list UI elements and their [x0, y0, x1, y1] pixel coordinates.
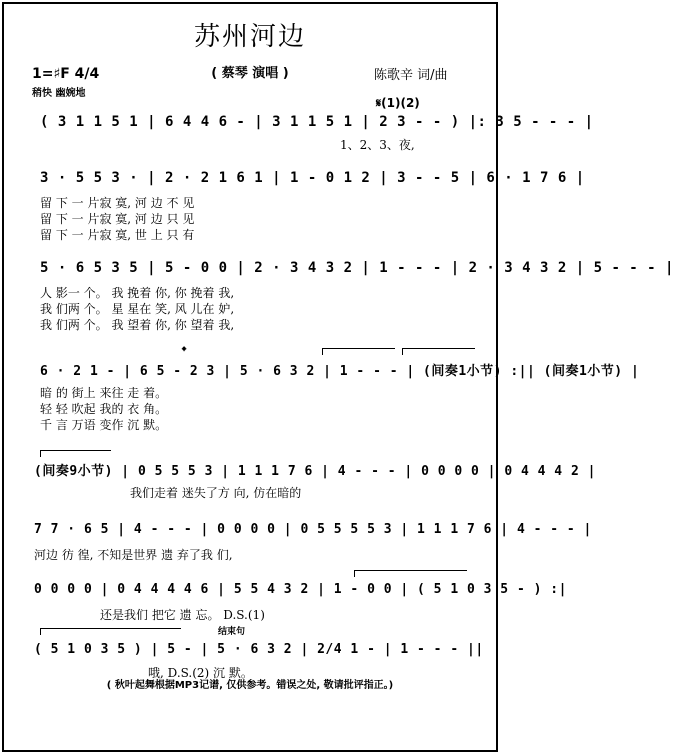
- system-6-notes: 7 7 · 6 5 | 4 - - - | 0 0 0 0 | 0 5 5 5 5 3 | 1 1 1 7 6 | 4 - - - |: [34, 522, 592, 537]
- transcriber-note: ( 秋叶起舞根据MP3记谱, 仅供参考。错误之处, 敬请批评指正。): [106, 680, 394, 691]
- ending-label: 结束句: [218, 627, 246, 637]
- song-title: 苏州河边: [193, 22, 306, 52]
- ending-2-bracket: [40, 628, 181, 635]
- system-5-lyrics: 我们走着 迷失了方 向, 仿在暗的: [130, 486, 302, 500]
- system-8-lyrics: 哦, D.S.(2) 沉 默。: [148, 666, 253, 680]
- performer: ( 蔡琴 演唱 ): [211, 66, 289, 81]
- composer-credit: 陈歌辛 词/曲: [374, 68, 448, 83]
- system-4-lyrics-1: 暗 的 街上 来往 走 着。: [40, 386, 168, 400]
- system-3-lyrics-2: 我 们两 个。 星 星在 笑, 风 儿在 妒,: [40, 302, 235, 316]
- system-2-lyrics-3: 留 下 一 片寂 寞, 世 上 只 有: [40, 228, 195, 242]
- system-3-lyrics-1: 人 影一 个。 我 挽着 你, 你 挽着 我,: [40, 286, 235, 300]
- system-7-lyrics: 还是我们 把它 遗 忘。 D.S.(1): [100, 608, 265, 622]
- tempo-marking: 稍快 幽婉地: [32, 88, 86, 99]
- coda-mark: 𝄌: [182, 344, 187, 358]
- system-6-lyrics: 河边 彷 徨, 不知是世界 遗 弃了我 们,: [34, 548, 233, 562]
- interlude-bracket: [40, 450, 111, 457]
- system-4-lyrics-3: 千 言 万语 变作 沉 默。: [40, 418, 168, 432]
- system-2-lyrics-1: 留 下 一 片寂 寞, 河 边 不 见: [40, 196, 195, 210]
- system-8-notes: ( 5 1 0 3 5 ) | 5 - | 5 · 6 3 2 | 2/4 1 - | 1 - - - ||: [34, 642, 484, 657]
- key-signature: 1=♯F 4/4: [32, 66, 100, 82]
- system-2-notes: 3 · 5 5 3 · | 2 · 2 1 6 1 | 1 - 0 1 2 | 3 - - 5 | 6 · 1 7 6 |: [40, 170, 585, 186]
- system-5-notes: (间奏9小节) | 0 5 5 5 3 | 1 1 1 7 6 | 4 - - - | 0 0 0 0 | 0 4 4 4 2 |: [34, 464, 596, 479]
- volta-2-bracket: [402, 348, 475, 355]
- system-4-lyrics-2: 轻 轻 吹起 我的 衣 角。: [40, 402, 168, 416]
- score-sheet: [2, 2, 674, 752]
- segno-mark: 𝄋(1)(2): [376, 96, 420, 110]
- system-1-notes: ( 3 1 1 5 1 | 6 4 4 6 - | 3 1 1 5 1 | 2 3 - - ) |: 3 5 - - - |: [40, 114, 594, 130]
- system-4-notes: 6 · 2 1 - | 6 5 - 2 3 | 5 · 6 3 2 | 1 - - - | (间奏1小节) :|| (间奏1小节) |: [40, 364, 640, 379]
- system-3-notes: 5 · 6 5 3 5 | 5 - 0 0 | 2 · 3 4 3 2 | 1 - - - | 2 · 3 4 3 2 | 5 - - - |: [40, 260, 674, 276]
- system-2-lyrics-2: 留 下 一 片寂 寞, 河 边 只 见: [40, 212, 195, 226]
- system-1-lyrics: 1、2、3、夜,: [340, 138, 415, 152]
- volta-1-bracket: [322, 348, 395, 355]
- repeat-bracket: [354, 570, 467, 577]
- system-7-notes: 0 0 0 0 | 0 4 4 4 4 6 | 5 5 4 3 2 | 1 - 0 0 | ( 5 1 0 3 5 - ) :|: [34, 582, 567, 597]
- system-3-lyrics-3: 我 们两 个。 我 望着 你, 你 望着 我,: [40, 318, 235, 332]
